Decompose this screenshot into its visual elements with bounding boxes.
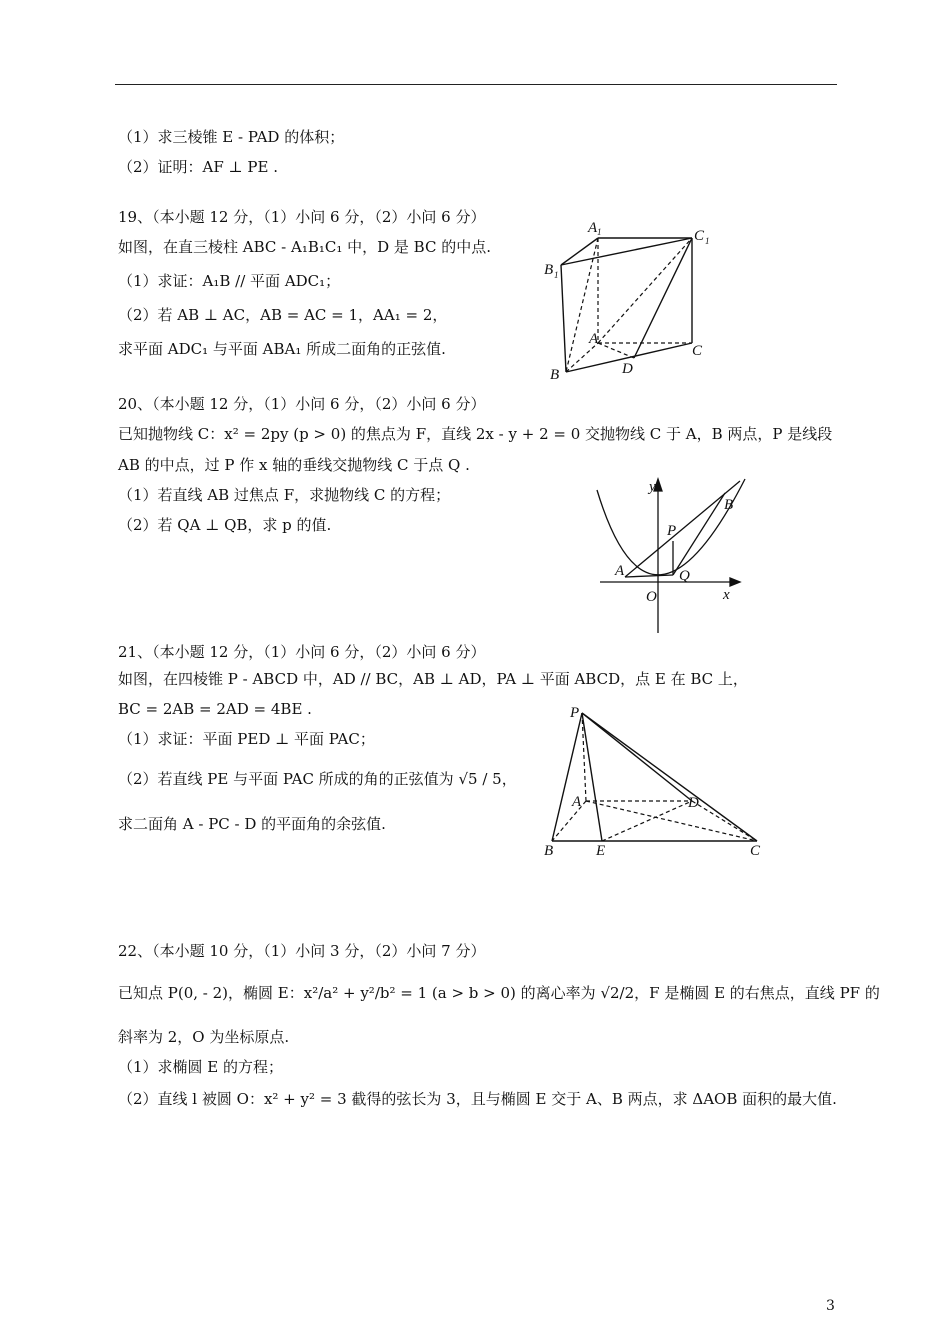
p21-q2: （2）若直线 PE 与平面 PAC 所成的角的正弦值为 √5 / 5，	[118, 770, 517, 788]
label-x: x	[723, 587, 730, 603]
label-a1: A	[588, 220, 598, 236]
p21-q1: （1）求证：平面 PED ⊥ 平面 PAC；	[118, 730, 375, 748]
p19-q1: （1）求证：A₁B // 平面 ADC₁；	[118, 272, 341, 290]
label-e: E	[596, 843, 606, 859]
p20-q2: （2）若 QA ⊥ QB，求 p 的值.	[118, 516, 332, 534]
pyramid-figure	[540, 705, 770, 860]
label-p: P	[667, 523, 677, 539]
p20-heading: 20、（本小题 12 分，（1）小问 6 分，（2）小问 6 分）	[118, 395, 486, 413]
label-c1: C	[694, 228, 705, 244]
p21-heading: 21、（本小题 12 分，（1）小问 6 分，（2）小问 6 分）	[118, 643, 486, 661]
p21-q2b: 求二面角 A - PC - D 的平面角的余弦值.	[118, 815, 386, 833]
label-c: C	[692, 343, 703, 359]
p19-stem: 如图，在直三棱柱 ABC - A₁B₁C₁ 中，D 是 BC 的中点.	[118, 238, 492, 256]
label-b1: B	[544, 262, 554, 278]
label-b: B	[724, 497, 734, 513]
p21-stem2: BC = 2AB = 2AD = 4BE .	[118, 700, 312, 718]
label-b: B	[544, 843, 554, 859]
label-a: A	[589, 331, 599, 347]
header-rule	[115, 84, 837, 85]
label-a: A	[615, 563, 625, 579]
label-d: D	[688, 795, 699, 811]
page-number: 3	[826, 1298, 835, 1314]
p21-stem1: 如图，在四棱锥 P - ABCD 中，AD // BC，AB ⊥ AD，PA ⊥ 平面 ABCD，点 E 在 BC 上，	[118, 670, 748, 688]
label-o: O	[646, 589, 657, 605]
p19-q2b: 求平面 ADC₁ 与平面 ABA₁ 所成二面角的正弦值.	[118, 340, 446, 358]
label-b: B	[550, 367, 560, 383]
p19-heading: 19、（本小题 12 分，（1）小问 6 分，（2）小问 6 分）	[118, 208, 486, 226]
p19-q2: （2）若 AB ⊥ AC，AB = AC = 1，AA₁ = 2，	[118, 306, 448, 324]
label-c: C	[750, 843, 761, 859]
prev-q2: （2）证明：AF ⊥ PE .	[118, 158, 279, 176]
label-c1-sub: 1	[705, 236, 710, 246]
label-b1-sub: 1	[554, 270, 559, 280]
label-q: Q	[679, 568, 690, 584]
p22-stem1: 已知点 P(0, - 2)，椭圆 E：x²/a² + y²/b² = 1 (a > b > 0) 的离心率为 √2/2，F 是椭圆 E 的右焦点，直线 PF 的	[118, 984, 880, 1002]
prev-q1: （1）求三棱锥 E - PAD 的体积；	[118, 128, 345, 146]
label-a1-sub: 1	[597, 227, 602, 237]
p22-q1: （1）求椭圆 E 的方程；	[118, 1058, 284, 1076]
p20-stem2: AB 的中点，过 P 作 x 轴的垂线交抛物线 C 于点 Q .	[118, 456, 470, 474]
parabola-figure	[595, 475, 755, 640]
p22-heading: 22、（本小题 10 分，（1）小问 3 分，（2）小问 7 分）	[118, 942, 486, 960]
label-p: P	[570, 705, 580, 721]
label-a: A	[572, 794, 582, 810]
p22-q2: （2）直线 l 被圆 O：x² + y² = 3 截得的弦长为 3，且与椭圆 E 交于 A、B 两点，求 ΔAOB 面积的最大值.	[118, 1090, 837, 1108]
p20-stem1: 已知抛物线 C：x² = 2py (p > 0) 的焦点为 F，直线 2x - y + 2 = 0 交抛物线 C 于 A，B 两点，P 是线段	[118, 425, 833, 443]
p20-q1: （1）若直线 AB 过焦点 F，求抛物线 C 的方程；	[118, 486, 451, 504]
prism-figure	[540, 215, 730, 385]
p22-stem2: 斜率为 2，O 为坐标原点.	[118, 1028, 290, 1046]
label-d: D	[622, 361, 633, 377]
label-y: y	[649, 479, 656, 495]
